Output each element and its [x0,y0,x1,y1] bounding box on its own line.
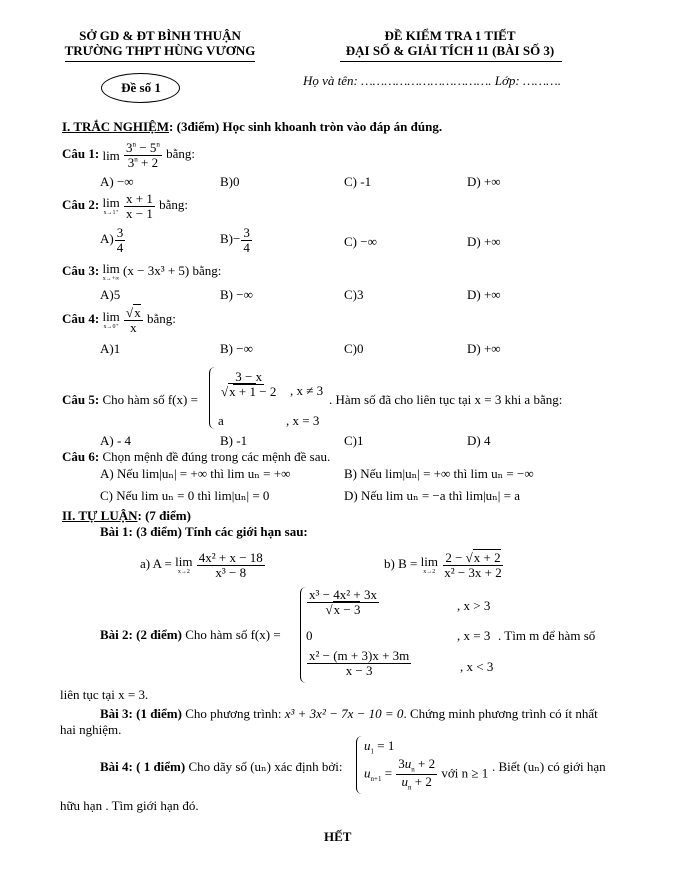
q5-case-1: $\frac{3 - x}{√x + 1 - 2}$ [221,369,277,399]
b2-cond-2: , x = 3 [457,628,491,643]
b2-case-3: $\frac{\text{x² − (m + 3)x + 3m}}{x - 3}$ [309,648,410,678]
exam-code: Đề số 1 [121,80,161,95]
b2-cond-1: , x > 3 [457,598,491,613]
exam-subject: ĐẠI SỐ & GIẢI TÍCH 11 (BÀI SỐ 3) [345,43,555,58]
q5-tail: . Hàm số đã cho liên tục tại x = 3 khi a bằng: [329,392,563,407]
q1-option-b[interactable]: B)0 [220,174,240,189]
question-6: Câu 6: Chọn mệnh đề đúng trong các mệnh đề sau. [62,449,331,464]
department-name: SỞ GD & ĐT BÌNH THUẬN [79,28,241,43]
q5-cond-2: , x = 3 [286,413,320,428]
b4-recurrence: $u_{n+1}$ = $\frac{3u_n + 2}{u_n + 2}$ với n ≥ 1 [364,756,489,792]
q5-case-2: a [218,413,224,428]
question-5-label: Câu 5: Cho hàm số f(x) = [62,392,198,407]
exam-title: ĐỀ KIỂM TRA 1 TIẾT [384,28,516,43]
b4-intro: Bài 4: ( 1 điểm) Cho dãy số (uₙ) xác định bởi: [100,759,343,774]
header-underline-right [340,61,562,62]
q3-option-c[interactable]: C)3 [344,287,364,302]
b4-tail: . Biết (uₙ) có giới hạn [492,759,606,774]
q4-option-c[interactable]: C)0 [344,341,364,356]
b4-brace [356,736,363,794]
b2-intro: Bài 2: (2 điểm) Cho hàm số f(x) = [100,627,281,642]
q1-option-a[interactable]: A) −∞ [100,174,134,189]
question-4: Câu 4: lim x→0⁺ $\frac{√x}{x}$ bằng: [62,305,176,335]
question-1: Câu 1: lim $\frac{3^n - 5^n}{3^n + 2}$ bằng: [62,140,196,170]
q5-option-c[interactable]: C)1 [344,433,364,448]
q3-option-d[interactable]: D) +∞ [467,287,501,302]
question-3: Câu 3: lim x→+∞ (x − 3x³ + 5) bằng: [62,261,222,282]
q2-option-b[interactable]: B)− $\frac{3}{4}$ [220,225,250,255]
q4-option-a[interactable]: A)1 [100,341,121,356]
end-marker: HẾT [324,829,352,844]
q4-option-d[interactable]: D) +∞ [467,341,501,356]
student-info-field[interactable]: Họ và tên: ……………………………. Lớp: ………. [303,73,561,88]
q5-cond-1: , x ≠ 3 [290,383,324,398]
q5-option-a[interactable]: A) - 4 [100,433,132,448]
b4-continuation: hữu hạn . Tìm giới hạn đó. [60,798,199,813]
q2-option-c[interactable]: C) −∞ [344,234,377,249]
q3-option-b[interactable]: B) −∞ [220,287,253,302]
q5-option-d[interactable]: D) 4 [467,433,491,448]
q2-option-d[interactable]: D) +∞ [467,234,501,249]
q6-option-a[interactable]: A) Nếu lim|uₙ| = +∞ thì lim uₙ = +∞ [100,466,291,481]
b2-case-2: 0 [306,628,313,643]
b2-tail: . Tìm m để hàm số [498,628,596,643]
q4-option-b[interactable]: B) −∞ [220,341,253,356]
q2-option-a[interactable]: A) $\frac{3}{4}$ [100,225,124,255]
q6-option-b[interactable]: B) Nếu lim|uₙ| = +∞ thì lim uₙ = −∞ [344,466,534,481]
b1-part-b: b) B = lim x→2 $\frac{2 - √x + 2}{\text{x² − 3x + 2}}$ [384,550,502,580]
q1-option-c[interactable]: C) -1 [344,174,372,189]
b1-part-a: a) A = lim x→2 $\frac{\text{4x² + x − 18}}{\text{x³ − 8}}$ [140,550,263,580]
q6-option-d[interactable]: D) Nếu lim uₙ = −a thì lim|uₙ| = a [344,488,521,503]
b2-case-1: $\frac{\text{x³ − 4x² + 3x}}{√x - 3}$ [309,587,377,617]
b3: Bài 3: (1 điểm) Cho phương trình: x³ + 3x² − 7x − 10 = 0. Chứng minh phương trình có ít nhất [100,706,598,721]
b4-first-term: $u_1 = 1$ [364,738,395,756]
q5-option-b[interactable]: B) -1 [220,433,248,448]
part1-heading: I. TRẮC NGHIỆM: (3điểm) Học sinh khoanh tròn vào đáp án đúng. [62,119,443,134]
school-name: TRƯỜNG THPT HÙNG VƯƠNG [64,43,256,58]
q5-brace [209,367,215,429]
q6-option-c[interactable]: C) Nếu lim uₙ = 0 thì lim|uₙ| = 0 [100,488,270,503]
question-2: Câu 2: lim x→1⁺ $\frac{x + 1}{x - 1}$ bằng: [62,191,189,221]
b1-title: Bài 1: (3 điểm) Tính các giới hạn sau: [100,524,308,539]
b3-continuation: hai nghiệm. [60,722,122,737]
q1-option-d[interactable]: D) +∞ [467,174,501,189]
part2-heading: II. TỰ LUẬN: (7 điểm) [62,508,191,523]
b2-continuation: liên tục tại x = 3. [60,687,149,702]
b2-cond-3: , x < 3 [460,659,494,674]
q3-option-a[interactable]: A)5 [100,287,121,302]
header-underline-left [65,61,255,62]
